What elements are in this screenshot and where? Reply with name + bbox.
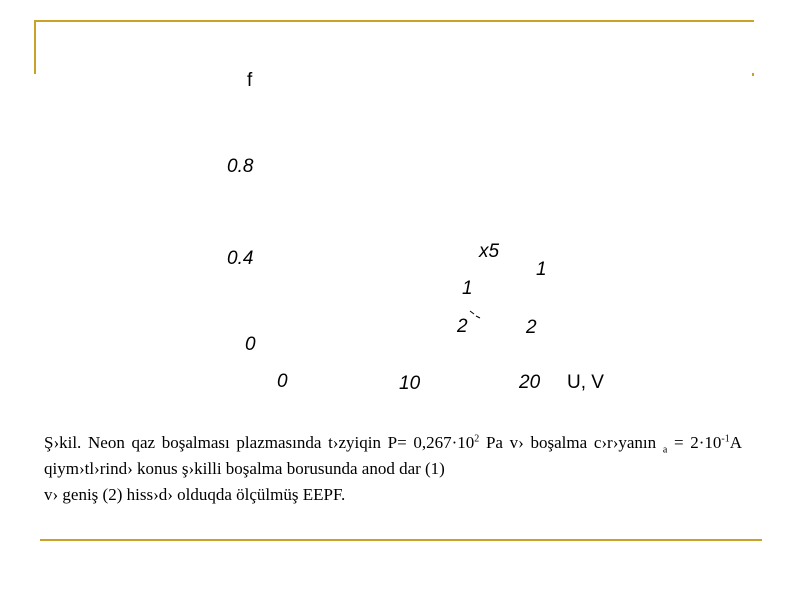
caption-line2-part1: c›r›yanın	[593, 433, 663, 452]
caption-line1-part1: Ş›kil. Neon qaz boşalması plazmasında t›zyiqin P= 0,267·10	[44, 433, 475, 452]
caption-line1-sup: 2	[474, 433, 480, 445]
caption-line2-sup: -1	[721, 433, 730, 445]
curve-2-label-right: 2	[526, 317, 537, 338]
caption-line2-part2: = 2·10	[667, 433, 722, 452]
caption-line1-part2: Pa v› boşalma	[479, 433, 588, 452]
caption-line2-part3: A qiym›tl›rind› konus ş›killi boşalma borusunda anod dar (1)	[44, 433, 742, 478]
y-tick-label-0: 0	[245, 334, 256, 355]
curve-1-label-upper: 1	[536, 259, 547, 280]
x-tick-label-0: 0	[277, 371, 288, 392]
figure-caption	[44, 430, 742, 508]
caption-line2-sub: a	[662, 444, 668, 456]
x-tick-label-10: 10	[399, 373, 421, 394]
caption-line3: v› geniş (2) hiss›d› olduqda ölçülmüş EEPF.	[44, 485, 346, 504]
curve-2-label-left: 2	[457, 316, 468, 337]
curve-1-label-lower: 1	[462, 278, 473, 299]
scale-factor-annotation: x5	[479, 241, 500, 262]
x-tick-label-20: 20	[519, 372, 541, 393]
y-tick-label-0.4: 0.4	[227, 248, 254, 269]
y-tick-label-0.8: 0.8	[227, 156, 254, 177]
y-axis-label: f	[247, 70, 253, 91]
x-axis-label: U, V	[567, 372, 604, 393]
curve-fragment	[470, 311, 480, 318]
